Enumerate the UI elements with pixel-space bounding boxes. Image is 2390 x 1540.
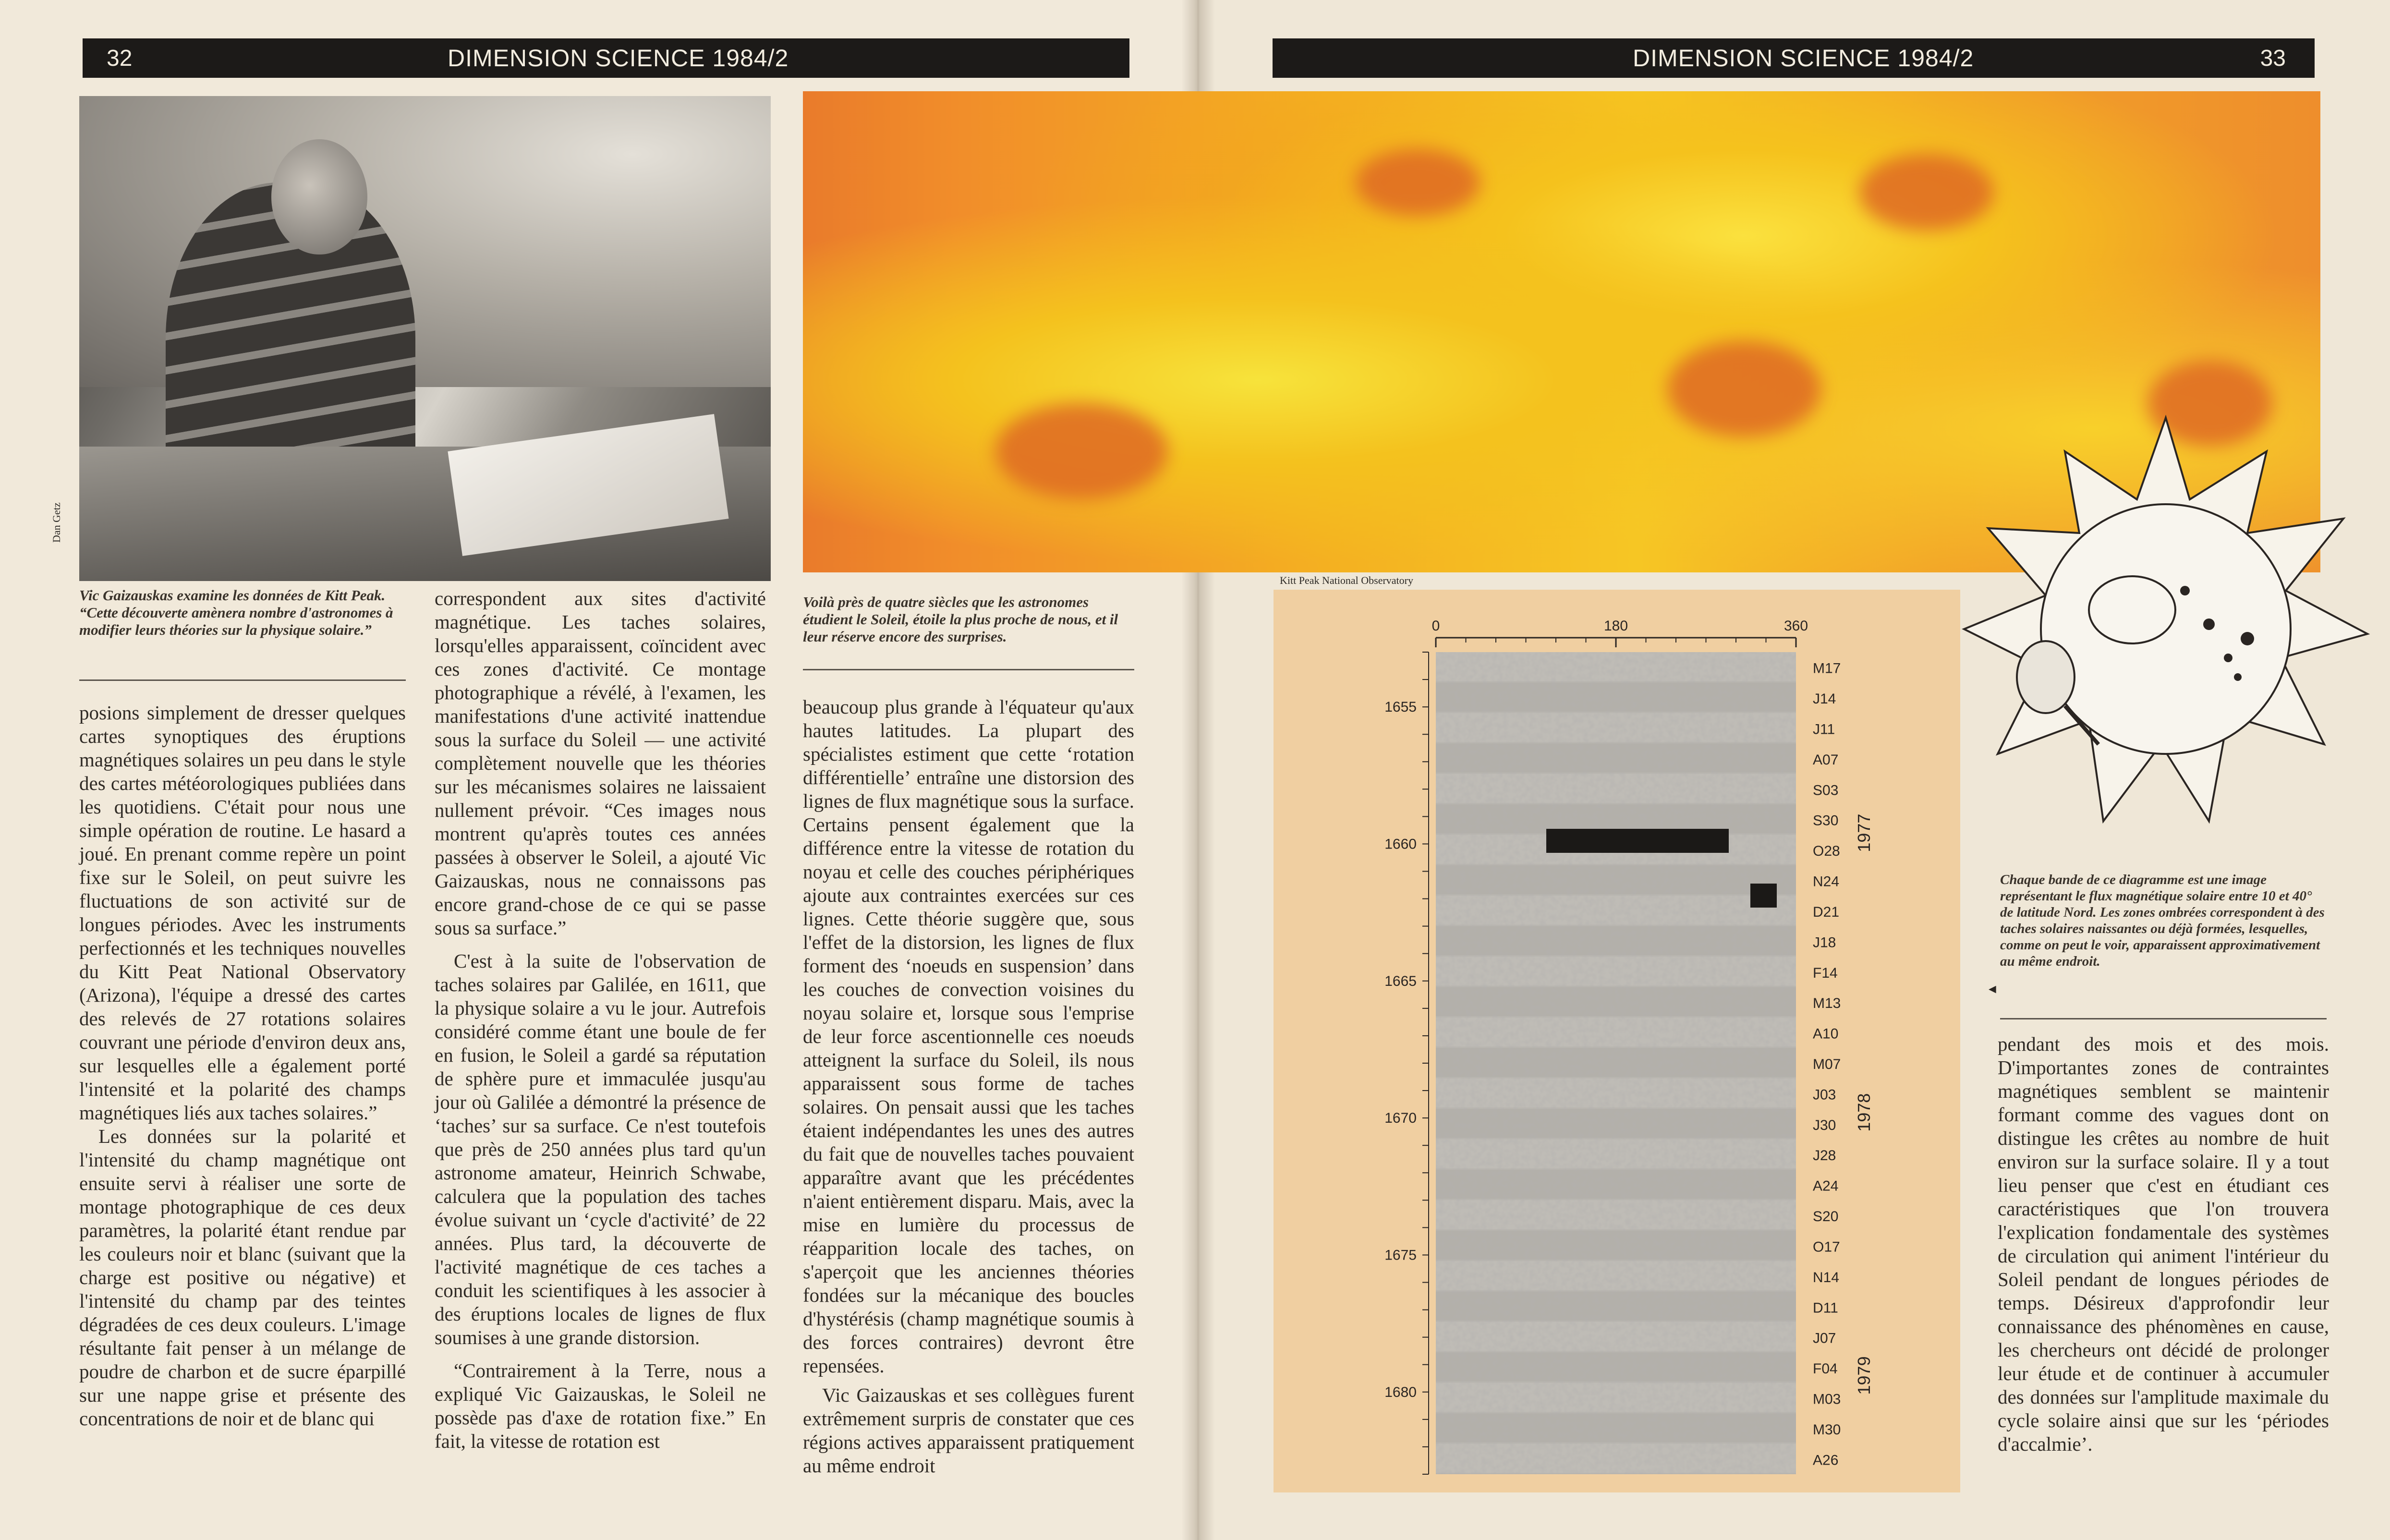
band-date-label: M17 <box>1813 660 1841 677</box>
cartoon-sun-illustration <box>1959 408 2372 860</box>
band-date-label: M30 <box>1813 1421 1841 1438</box>
sun-face-icon <box>2041 504 2291 754</box>
paragraph: “Contrairement à la Terre, nous a expliqué Vic Gaizauskas, le Soleil ne possède pas d'axe de rotation fixe.” En fait, la vitesse de rotation est <box>435 1359 766 1452</box>
band-date-label: O17 <box>1813 1239 1840 1255</box>
year-label: 1978 <box>1854 1093 1874 1132</box>
right-header-bar <box>1273 38 2315 78</box>
chart-texture <box>1436 652 1796 1474</box>
band-date-label: O28 <box>1813 843 1840 860</box>
scientist-photo <box>79 96 771 581</box>
paragraph: pendant des mois et des mois. D'importantes zones de contraintes magnétiques semblent se maintenir formant comme des vagues dont on distingue les crêtes au nombre de huit environ sur la surface solaire. Il y a tout lieu penser que c'est en étudiant ces caractéristiques que l'on trouvera l'explication fondamentale des systèmes de circulation qui animent l'intérieur du Soleil pendant de longues périodes de temps. Désireux d'approfondir leur connaissance des phénomènes en cause, les chercheurs ont décidé de prolonger leur étude et de continuer à accumuler des données sur l'amplitude maximale du cycle solaire ainsi que sur les ‘périodes d'accalmie’. <box>1998 1033 2329 1455</box>
paragraph: Vic Gaizauskas et ses collègues furent extrêmement surpris de constater que ces régions actives apparaissent pratiquement au même endroit <box>803 1384 1134 1477</box>
band-date-label: A24 <box>1813 1178 1839 1194</box>
band-date-label: N24 <box>1813 873 1840 890</box>
band-date-label: M13 <box>1813 995 1841 1012</box>
left-header-title: DIMENSION SCIENCE 1984/2 <box>448 45 789 72</box>
y-tick-label: 1655 <box>1384 699 1417 715</box>
band-date-label: J30 <box>1813 1117 1836 1133</box>
x-tick-label: 360 <box>1783 618 1808 634</box>
right-page-number: 33 <box>2260 45 2286 71</box>
y-tick-label: 1670 <box>1384 1110 1417 1127</box>
paragraph: C'est à la suite de l'observation de taches solaires par Galilée, en 1611, que la physique solaire a vu le jour. Autrefois considéré comme étant une boule de fer en fusion, le Soleil a gardé sa réputation de sphère pure et immaculée jusqu'au jour où Galilée a démontré la présence de ‘taches’ sur sa surface. Ce n'est toutefois que près de 250 années plus tard qu'un astronome amateur, Heinrich Schwabe, calculera que la population des taches évolue suivant un ‘cycle d'activité’ de 22 années. Plus tard, la découverte de l'activité magnétique de ces taches a conduit les scientifiques à les associer à des éruptions locales de lignes de flux soumises à une grande distorsion. <box>435 950 766 1348</box>
band-date-label: F14 <box>1813 965 1838 981</box>
text-column-2 <box>435 587 766 1453</box>
paragraph: beaucoup plus grande à l'équateur qu'aux hautes latitudes. La plupart des spécialistes estiment que cette ‘rotation différentielle’ entraîne une distorsion des lignes de flux magnétique sous la surface. Certains pensent également que la différence entre la vitesse de rotation du noyau et celle des couches périphériques ajoute aux contraintes exercées sur ces lignes. Cette théorie suggère que, sous l'effet de la distorsion, les lignes de flux forment des ‘noeuds en suspension’ dans les couches de convection voisines du noyau solaire et, lorsque sous l'emprise de leur force ascentionnelle ces noeuds atteignent la surface du Soleil, ils nous apparaissent sous forme de taches solaires. On pensait aussi que les taches étaient indépendantes les unes des autres du fait que de nouvelles taches pouvaient apparaître avant que les précédentes n'aient entièrement disparu. Mais, avec la mise en lumière du processus de réapparition locale des taches, on s'aperçoit que les anciennes théories fondées sur la mécanique des boucles d'hystérésis (champ magnétique soumis à des forces contraires) devront être repensées. <box>803 696 1134 1377</box>
left-page-number: 32 <box>107 45 133 71</box>
band-date-label: M07 <box>1813 1056 1841 1072</box>
y-tick-label: 1665 <box>1384 973 1417 989</box>
band-date-label: A07 <box>1813 752 1839 768</box>
observatory-credit: Kitt Peak National Observatory <box>1280 574 1413 586</box>
y-tick-label: 1660 <box>1384 836 1417 852</box>
magnetic-flux-chart <box>1274 590 1960 1492</box>
hand-mirror-icon <box>2017 641 2075 713</box>
band-date-label: N14 <box>1813 1269 1840 1285</box>
x-tick-label: 180 <box>1603 618 1628 634</box>
year-label: 1979 <box>1854 1356 1874 1395</box>
caption-rule-2 <box>803 669 1134 670</box>
band-date-label: J03 <box>1813 1087 1836 1103</box>
band-date-label: J11 <box>1813 721 1835 738</box>
text-column-4 <box>1998 1032 2329 1456</box>
caption-rule-1 <box>79 679 406 681</box>
missing-data-block <box>1750 884 1777 908</box>
sun-caption: Voilà près de quatre siècles que les astronomes étudient le Soleil, étoile la plus proche de nous, et il leur réserve encore des surprises. <box>803 594 1118 645</box>
band-date-label: D21 <box>1813 904 1840 920</box>
band-date-label: J28 <box>1813 1148 1836 1164</box>
photo-credit: Dan Getz <box>50 502 62 543</box>
missing-data-block <box>1546 829 1729 853</box>
left-header-bar <box>83 38 1129 78</box>
y-tick-label: 1680 <box>1384 1384 1417 1400</box>
band-date-label: A10 <box>1813 1026 1839 1042</box>
right-header-title: DIMENSION SCIENCE 1984/2 <box>1633 45 1974 72</box>
x-tick-label: 0 <box>1432 618 1440 634</box>
text-column-3 <box>803 695 1134 1478</box>
band-date-label: D11 <box>1813 1300 1838 1316</box>
band-date-label: M03 <box>1813 1391 1841 1407</box>
band-date-label: S20 <box>1813 1209 1839 1225</box>
band-date-label: J18 <box>1813 934 1836 951</box>
band-date-label: S03 <box>1813 782 1839 799</box>
band-date-label: A26 <box>1813 1452 1839 1468</box>
caption-pointer-icon: ◄ <box>1986 982 1999 996</box>
band-date-label: J07 <box>1813 1330 1836 1346</box>
y-tick-label: 1675 <box>1384 1247 1417 1263</box>
paragraph: correspondent aux sites d'activité magnétique. Les taches solaires, lorsqu'elles apparaissent, coïncident avec ces zones d'activité. Ce montage photographique a révélé, à l'examen, les manifestations d'une activité inattendue sous la surface du Soleil — une activité complètement nouvelle que les théories sur les mécanismes solaires ne laissaient nullement prévoir. “Ces images nous montrent qu'après toutes ces années passées à observer le Soleil, a ajouté Vic Gaizauskas, nous ne connaissons pas encore grand-chose de ce qui se passe sous sa surface.” <box>435 587 766 939</box>
paragraph: posions simplement de dresser quelques cartes synoptiques des éruptions magnétiques solaires un peu dans le style des cartes météorologiques publiées dans les quotidiens. C'était pour nous une simple opération de routine. Le hasard a joué. En prenant comme repère un point fixe sur le Soleil, on peut suivre les fluctuations de son activité sur de longues périodes. Avec les instruments perfectionnés et les techniques nouvelles du Kitt Peat National Observatory (Arizona), l'équipe a dressé des cartes des relevés de 27 rotations solaires couvrant une période d'environ deux ans, sur lesquelles elle a également porté l'intensité et la polarité des champs magnétiques liés aux taches solaires.” <box>79 702 406 1124</box>
caption-rule-3 <box>2000 1018 2327 1019</box>
photo-caption: Vic Gaizauskas examine les données de Kitt Peak. “Cette découverte amènera nombre d'astronomes à modifier leurs théories sur la physique solaire.” <box>79 587 393 638</box>
band-date-label: S30 <box>1813 812 1839 829</box>
paragraph: Les données sur la polarité et l'intensité du champ magnétique ont ensuite servi à réaliser une sorte de montage photographique de ces deux paramètres, la polarité étant rendue par les couleurs noir et blanc (suivant que la charge est positive ou négative) et l'intensité du champ par des teintes dégradées de ces deux couleurs. L'image résultante fait penser à un mélange de poudre de charbon et de sucre éparpillé sur une nappe grise et présente des concentrations de noir et de blanc qui <box>79 1125 406 1430</box>
year-label: 1977 <box>1854 813 1874 852</box>
chart-caption: Chaque bande de ce diagramme est une image représentant le flux magnétique solaire entre 10 et 40° de latitude Nord. Les zones ombrées correspondent à des taches solaires naissantes ou déjà formées, lesquelles, comme on peut le voir, apparaissent approximativement au même endroit. <box>2000 872 2325 969</box>
band-date-label: F04 <box>1813 1361 1838 1377</box>
text-column-1 <box>79 701 406 1431</box>
band-date-label: J14 <box>1813 691 1836 707</box>
